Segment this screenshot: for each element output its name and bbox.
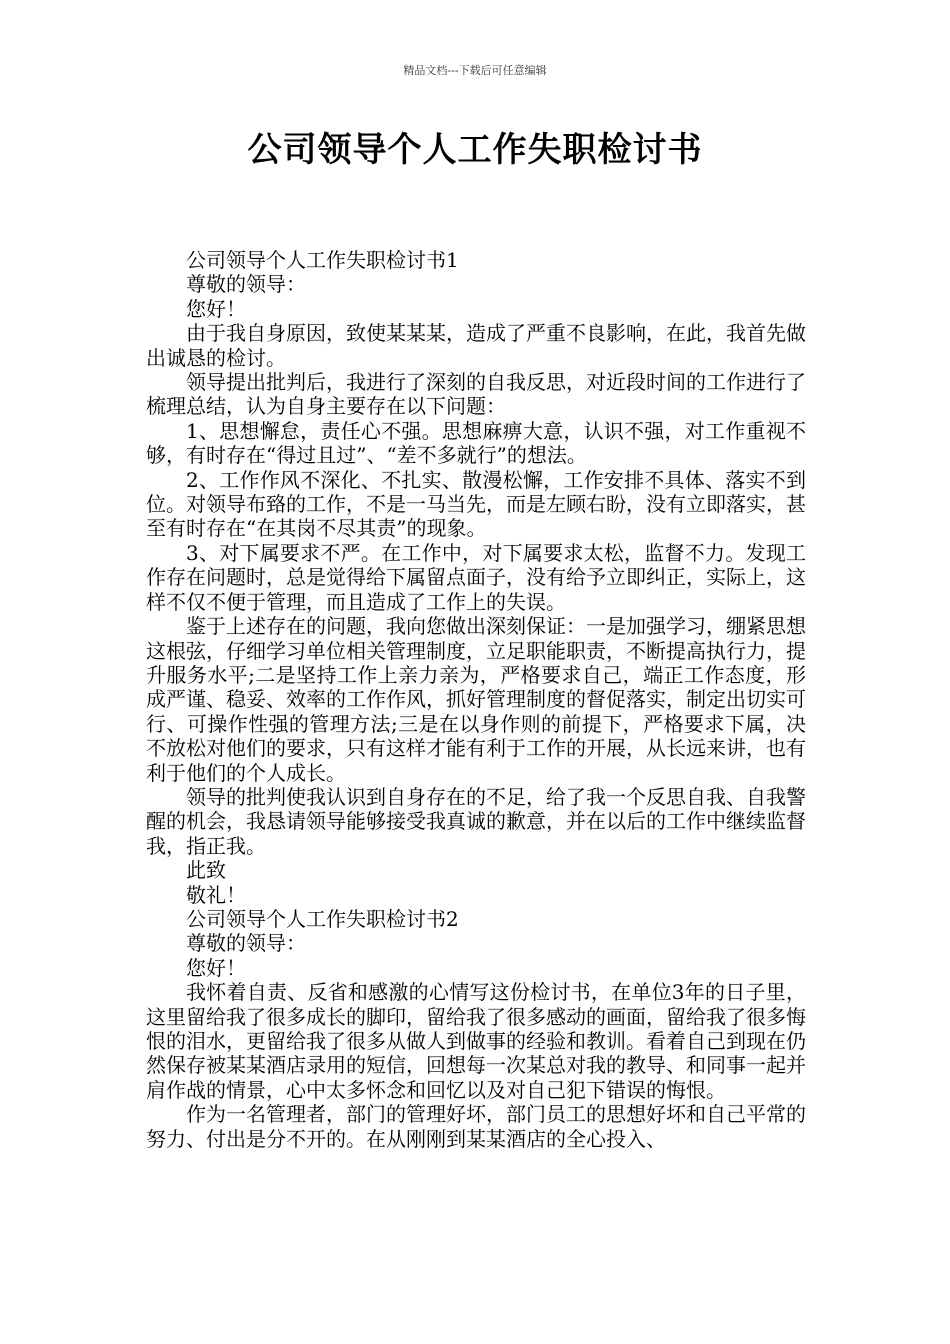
paragraph: 由于我自身原因，致使某某某，造成了严重不良影响，在此，我首先做出诚恳的检讨。 bbox=[146, 321, 806, 370]
paragraph: 领导提出批判后，我进行了深刻的自我反思，对近段时间的工作进行了梳理总结，认为自身主要存在以下问题： bbox=[146, 370, 806, 419]
paragraph: 尊敬的领导： bbox=[186, 931, 306, 956]
paragraph: 鉴于上述存在的问题，我向您做出深刻保证：一是加强学习，绷紧思想这根弦，仔细学习单位相关管理制度，立足职能职责，不断提高执行力，提升服务水平;二是坚持工作上亲力亲为，严格要求自己，端正工作态度，形成严谨、稳妥、效率的工作作风，抓好管理制度的督促落实，制定出切实可行、可操作性强的管理方法;三是在以身作则的前提下，严格要求下属，决不放松对他们的要求，只有这样才能有利于工作的开展，从长远来讲，也有利于他们的个人成长。 bbox=[146, 614, 806, 785]
paragraph: 尊敬的领导： bbox=[186, 272, 306, 297]
paragraph: 此致 bbox=[186, 858, 226, 883]
document-body bbox=[146, 248, 806, 1151]
paragraph: 领导的批判使我认识到自身存在的不足，给了我一个反思自我、自我警醒的机会，我恳请领导能够接受我真诚的歉意，并在以后的工作中继续监督我，指正我。 bbox=[146, 784, 806, 858]
paragraph: 作为一名管理者，部门的管理好坏，部门员工的思想好坏和自己平常的努力、付出是分不开的。在从刚刚到某某酒店的全心投入、 bbox=[146, 1102, 806, 1151]
paragraph: 我怀着自责、反省和感激的心情写这份检讨书，在单位3年的日子里，这里留给我了很多成长的脚印，留给我了很多感动的画面，留给我了很多悔恨的泪水，更留给我了很多从做人到做事的经验和教训。看着自己到现在仍然保存被某某酒店录用的短信，回想每一次某总对我的教导、和同事一起并肩作战的情景，心中太多怀念和回忆以及对自己犯下错误的悔恨。 bbox=[146, 980, 806, 1102]
header-note: 精品文档---下载后可任意编辑 bbox=[403, 64, 547, 77]
paragraph: 公司领导个人工作失职检讨书2 bbox=[186, 906, 459, 931]
paragraph: 1、思想懈怠，责任心不强。思想麻痹大意，认识不强，对工作重视不够，有时存在“得过且过”、“差不多就行”的想法。 bbox=[146, 418, 806, 468]
paragraph: 公司领导个人工作失职检讨书1 bbox=[186, 248, 459, 272]
paragraph: 您好！ bbox=[186, 296, 246, 321]
paragraph: 3、对下属要求不严。在工作中，对下属要求太松，监督不力。发现工作存在问题时，总是觉得给下属留点面子，没有给予立即纠正，实际上，这样不仅不便于管理，而且造成了工作上的失误。 bbox=[146, 540, 806, 614]
paragraph: 您好！ bbox=[186, 955, 246, 980]
page-title: 公司领导个人工作失职检讨书 bbox=[247, 130, 703, 170]
paragraph: 2、工作作风不深化、不扎实、散漫松懈，工作安排不具体、落实不到位。对领导布臵的工作，不是一马当先，而是左顾右盼，没有立即落实，甚至有时存在“在其岗不尽其责”的现象。 bbox=[146, 467, 806, 541]
paragraph: 敬礼！ bbox=[186, 882, 246, 907]
